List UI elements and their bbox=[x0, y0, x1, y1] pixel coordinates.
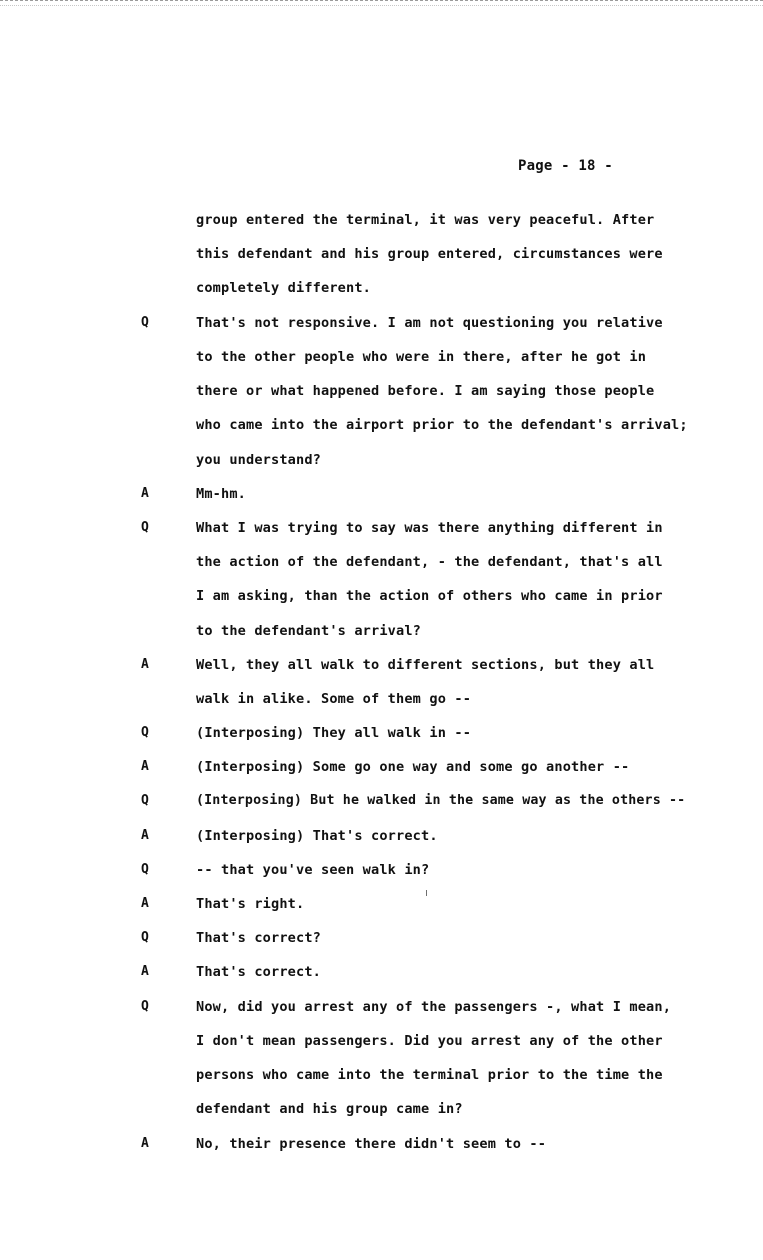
line-text: -- that you've seen walk in? bbox=[196, 862, 430, 878]
transcript-line bbox=[0, 656, 763, 690]
transcript-line bbox=[0, 314, 763, 348]
speaker-marker: Q bbox=[141, 725, 149, 740]
transcript-line bbox=[0, 451, 763, 485]
speaker-marker: Q bbox=[141, 315, 149, 330]
transcript-line bbox=[0, 622, 763, 656]
transcript-line bbox=[0, 382, 763, 416]
transcript-line bbox=[0, 827, 763, 861]
line-text: Mm-hm. bbox=[196, 486, 247, 502]
line-text: who came into the airport prior to the defendant's arrival; bbox=[196, 417, 688, 433]
line-text: to the defendant's arrival? bbox=[196, 623, 422, 639]
speaker-marker: Q bbox=[141, 999, 149, 1014]
transcript-line bbox=[0, 929, 763, 963]
transcript-line bbox=[0, 792, 763, 826]
line-text: (Interposing) That's correct. bbox=[196, 828, 438, 844]
line-text: defendant and his group came in? bbox=[196, 1101, 463, 1117]
transcript-line bbox=[0, 587, 763, 621]
transcript-line bbox=[0, 895, 763, 929]
speaker-marker: A bbox=[141, 657, 149, 672]
transcript-line bbox=[0, 998, 763, 1032]
line-text: Now, did you arrest any of the passengers -, what I mean, bbox=[196, 999, 672, 1015]
transcript-line bbox=[0, 1135, 763, 1169]
transcript-line bbox=[0, 861, 763, 895]
line-text: the action of the defendant, - the defendant, that's all bbox=[196, 554, 663, 570]
transcript-line bbox=[0, 1100, 763, 1134]
speaker-marker: Q bbox=[141, 862, 149, 877]
line-text: completely different. bbox=[196, 280, 372, 296]
line-text: (Interposing) Some go one way and some go another -- bbox=[196, 759, 630, 775]
transcript-line bbox=[0, 519, 763, 553]
line-text: No, their presence there didn't seem to -- bbox=[196, 1136, 547, 1152]
transcript-line bbox=[0, 279, 763, 313]
line-text: there or what happened before. I am saying those people bbox=[196, 383, 655, 399]
line-text: this defendant and his group entered, circumstances were bbox=[196, 246, 663, 262]
transcript-line bbox=[0, 1066, 763, 1100]
transcript-line bbox=[0, 963, 763, 997]
line-text: That's right. bbox=[196, 896, 305, 912]
speaker-marker: A bbox=[141, 896, 149, 911]
line-text: group entered the terminal, it was very peaceful. After bbox=[196, 212, 655, 228]
speaker-marker: A bbox=[141, 759, 149, 774]
line-text: you understand? bbox=[196, 452, 322, 468]
speaker-marker: A bbox=[141, 964, 149, 979]
transcript-line bbox=[0, 758, 763, 792]
transcript-line bbox=[0, 211, 763, 245]
transcript-line bbox=[0, 348, 763, 382]
transcript-line bbox=[0, 245, 763, 279]
line-text: (Interposing) But he walked in the same way as the others -- bbox=[196, 793, 686, 808]
scan-speck bbox=[426, 890, 427, 896]
speaker-marker: A bbox=[141, 1136, 149, 1151]
line-text: persons who came into the terminal prior to the time the bbox=[196, 1067, 663, 1083]
line-text: That's correct. bbox=[196, 964, 322, 980]
line-text: That's correct? bbox=[196, 930, 322, 946]
speaker-marker: Q bbox=[141, 520, 149, 535]
line-text: walk in alike. Some of them go -- bbox=[196, 691, 472, 707]
line-text: (Interposing) They all walk in -- bbox=[196, 725, 472, 741]
line-text: Well, they all walk to different sections, but they all bbox=[196, 657, 655, 673]
transcript-line bbox=[0, 724, 763, 758]
speaker-marker: Q bbox=[141, 793, 149, 808]
line-text: What I was trying to say was there anything different in bbox=[196, 520, 663, 536]
line-text: I don't mean passengers. Did you arrest any of the other bbox=[196, 1033, 663, 1049]
transcript-line bbox=[0, 485, 763, 519]
speaker-marker: A bbox=[141, 486, 149, 501]
speaker-marker: Q bbox=[141, 930, 149, 945]
page-number: Page - 18 - bbox=[518, 158, 613, 174]
transcript-line bbox=[0, 416, 763, 450]
transcript-line bbox=[0, 1032, 763, 1066]
speaker-marker: A bbox=[141, 828, 149, 843]
transcript-line bbox=[0, 690, 763, 724]
line-text: to the other people who were in there, after he got in bbox=[196, 349, 647, 365]
line-text: I am asking, than the action of others who came in prior bbox=[196, 588, 663, 604]
line-text: That's not responsive. I am not questioning you relative bbox=[196, 315, 663, 331]
transcript-line bbox=[0, 553, 763, 587]
